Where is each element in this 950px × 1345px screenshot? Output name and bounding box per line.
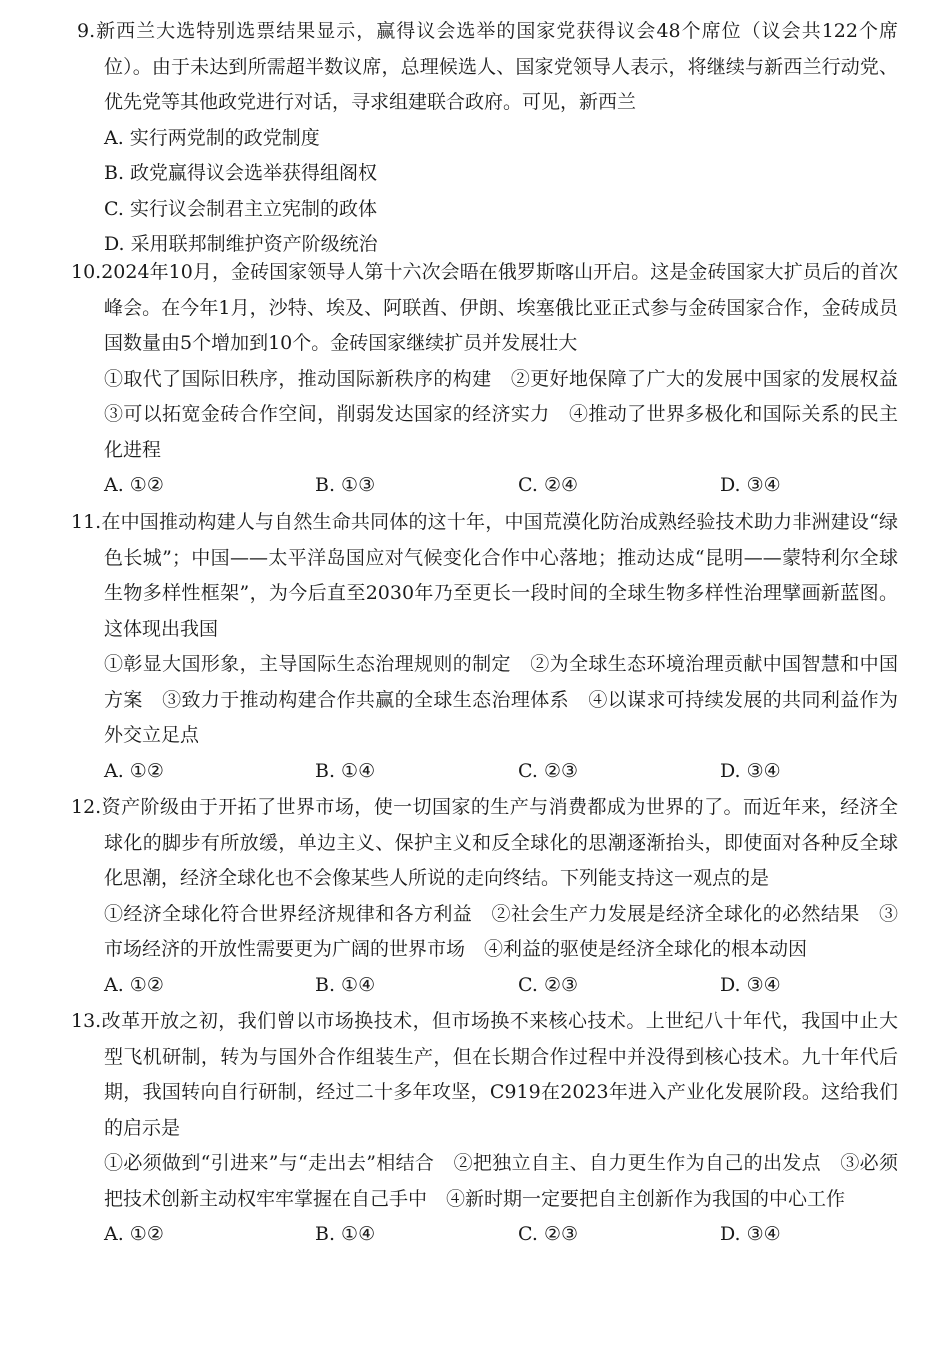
option-d: D. ③④ [720,1223,781,1245]
option-d: D. ③④ [720,973,781,996]
option-d: D. ③④ [720,759,781,782]
question-text: 改革开放之初，我们曾以市场换技术，但市场换不来核心技术。上世纪八十年代，我国中止大型飞机研制，转为与国外合作组装生产，但在长期合作过程中并没得到核心技术。九十年代后期，我国转向自行研制，经过二十多年攻坚，C919在2023年进入产业化发展阶段。这给我们的启示是 [101,1010,898,1139]
question-text: 在中国推动构建人与自然生命共同体的这十年，中国荒漠化防治成熟经验技术助力非洲建设“绿色长城”；中国——太平洋岛国应对气候变化合作中心落地；推动达成“昆明——蒙特利尔全球生物多样性框架”，为今后直至2030年乃至更长一段时间的全球生物多样性治理擘画新蓝图。这体现出我国 [101,511,898,640]
option-a: A. ①② [104,759,164,782]
statement-list: ①必须做到“引进来”与“走出去”相结合 ②把独立自主、自力更生作为自己的出发点 ③必须把技术创新主动权牢牢掌握在自己手中 ④新时期一定要把自主创新作为我国的中心工作 [104,1152,898,1210]
option-b: B. 政党赢得议会选举获得组阁权 [104,162,378,184]
question-stem [0,255,950,362]
option-c: C. ②③ [518,973,579,996]
option-a: A. ①② [104,973,164,996]
option-c: C. 实行议会制君主立宪制的政体 [104,197,377,220]
option-d: D. ③④ [720,474,781,496]
options-row [0,468,950,504]
option-b: B. ①④ [315,1223,376,1245]
question-9 [0,14,950,263]
statement-list: ①经济全球化符合世界经济规律和各方利益 ②社会生产力发展是经济全球化的必然结果 ③市场经济的开放性需要更为广阔的世界市场 ④利益的驱使是经济全球化的根本动因 [104,902,898,960]
options-row [0,968,950,1004]
option-a: A. ①② [104,1223,164,1245]
question-12 [0,790,950,1003]
option-c: C. ②③ [518,1223,579,1245]
statement-list: ①彰显大国形象，主导国际生态治理规则的制定 ②为全球生态环境治理贡献中国智慧和中国方案 ③致力于推动构建合作共赢的全球生态治理体系 ④以谋求可持续发展的共同利益作为外交立足点 [104,653,898,746]
option-a: A. ①② [104,474,164,496]
option-b: B. ①④ [315,973,376,996]
question-number: 12. [71,796,102,818]
question-number: 10. [71,261,102,283]
options-row [0,1217,950,1253]
options-row [0,754,950,790]
question-stem [0,1004,950,1146]
question-11 [0,505,950,789]
question-number: 11. [71,511,102,533]
option-b: B. ①③ [315,474,376,496]
question-text: 新西兰大选特别选票结果显示，赢得议会选举的国家党获得议会48个席位（议会共122个席位）。由于未达到所需超半数议席，总理候选人、国家党领导人表示，将继续与新西兰行动党、优先党等其他政党进行对话，寻求组建联合政府。可见，新西兰 [95,20,898,113]
question-stem [0,790,950,897]
option-b: B. ①④ [315,759,376,782]
question-stem [0,505,950,647]
option-c: C. ②④ [518,474,579,496]
question-10 [0,255,950,504]
option-d: D. 采用联邦制维护资产阶级统治 [104,233,378,255]
option-c: C. ②③ [518,759,579,782]
statement-list: ①取代了国际旧秩序，推动国际新秩序的构建 ②更好地保障了广大的发展中国家的发展权益 ③可以拓宽金砖合作空间，削弱发达国家的经济实力 ④推动了世界多极化和国际关系的民主化进程 [104,367,918,461]
question-text: 2024年10月，金砖国家领导人第十六次会晤在俄罗斯喀山开启。这是金砖国家大扩员后的首次峰会。在今年1月，沙特、埃及、阿联酋、伊朗、埃塞俄比亚正式参与金砖国家合作，金砖成员国数量由5个增加到10个。金砖国家继续扩员并发展壮大 [101,261,898,354]
question-number: 9. [77,20,96,42]
question-number: 13. [71,1010,102,1032]
question-13 [0,1004,950,1253]
option-a: A. 实行两党制的政党制度 [104,126,320,149]
question-text: 资产阶级由于开拓了世界市场，使一切国家的生产与消费都成为世界的了。而近年来，经济全球化的脚步有所放缓，单边主义、保护主义和反全球化的思潮逐渐抬头，即使面对各种反全球化思潮，经济全球化也不会像某些人所说的走向终结。下列能支持这一观点的是 [101,796,898,889]
question-stem [0,14,950,121]
